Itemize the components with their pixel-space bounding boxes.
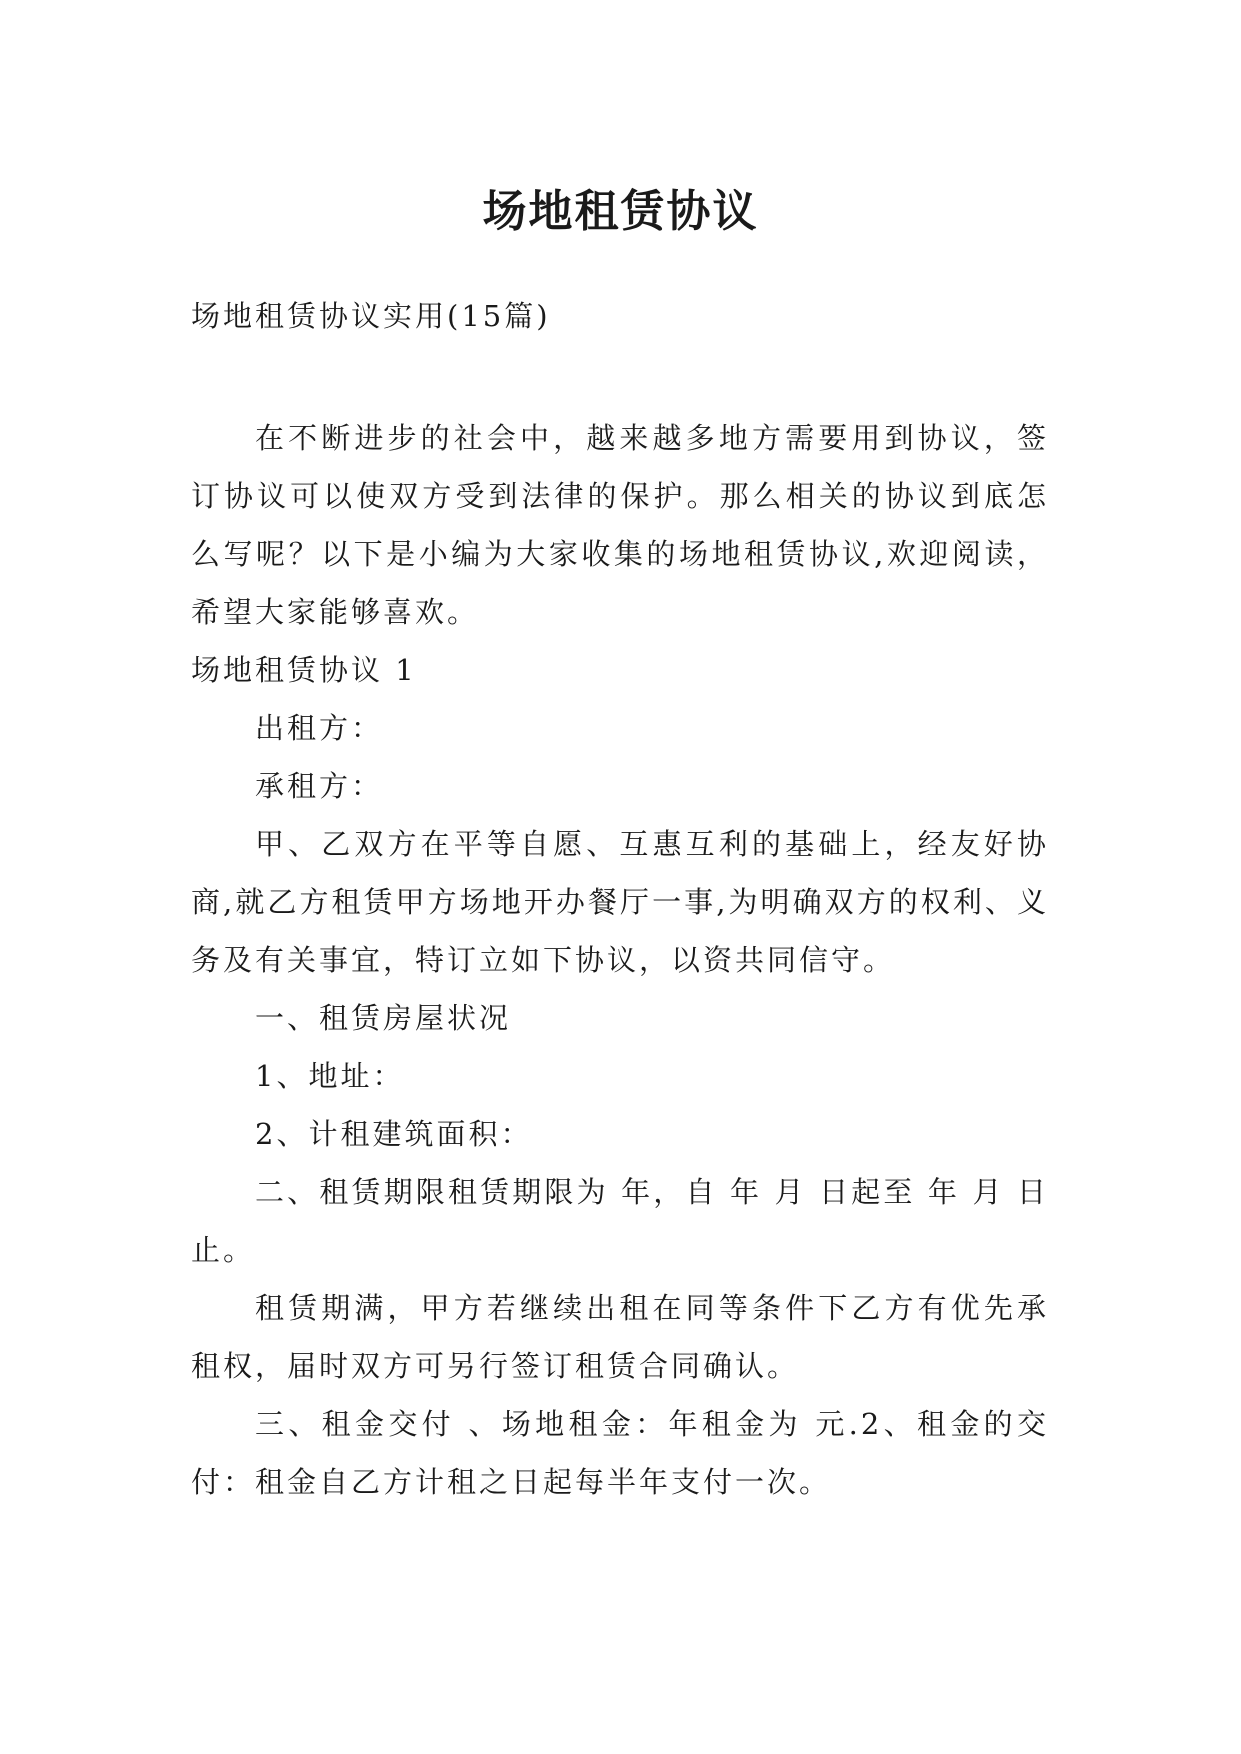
clause-term: 二、租赁期限租赁期限为 年，自 年 月 日起至 年 月 日止。	[191, 1175, 1049, 1267]
document-subtitle: 场地租赁协议实用(15篇)	[191, 299, 551, 333]
clause-area: 2、计租建筑面积：	[255, 1117, 533, 1151]
clause-heading-property: 一、租赁房屋状况	[255, 1001, 512, 1035]
clause-address: 1、地址：	[255, 1059, 405, 1093]
intro-paragraph: 在不断进步的社会中，越来越多地方需要用到协议，签订协议可以使双方受到法律的保护。那么相关的协议到底怎么写呢？以下是小编为大家收集的场地租赁协议,欢迎阅读，希望大家能够喜欢。	[191, 421, 1049, 629]
clause-renewal: 租赁期满，甲方若继续出租在同等条件下乙方有优先承租权，届时双方可另行签订租赁合同确认。	[191, 1291, 1049, 1383]
lessor-line: 出租方：	[255, 711, 384, 745]
lessee-line: 承租方：	[255, 769, 384, 803]
clause-rent: 三、租金交付 、场地租金：年租金为 元.2、租金的交付：租金自乙方计租之日起每半年支付一次。	[191, 1407, 1049, 1499]
document-body	[191, 287, 1049, 1511]
agreement-preamble: 甲、乙双方在平等自愿、互惠互利的基础上，经友好协商,就乙方租赁甲方场地开办餐厅一事,为明确双方的权利、义务及有关事宜，特订立如下协议，以资共同信守。	[191, 827, 1049, 977]
section-heading: 场地租赁协议 1	[191, 653, 417, 687]
document-title: 场地租赁协议	[482, 186, 759, 238]
